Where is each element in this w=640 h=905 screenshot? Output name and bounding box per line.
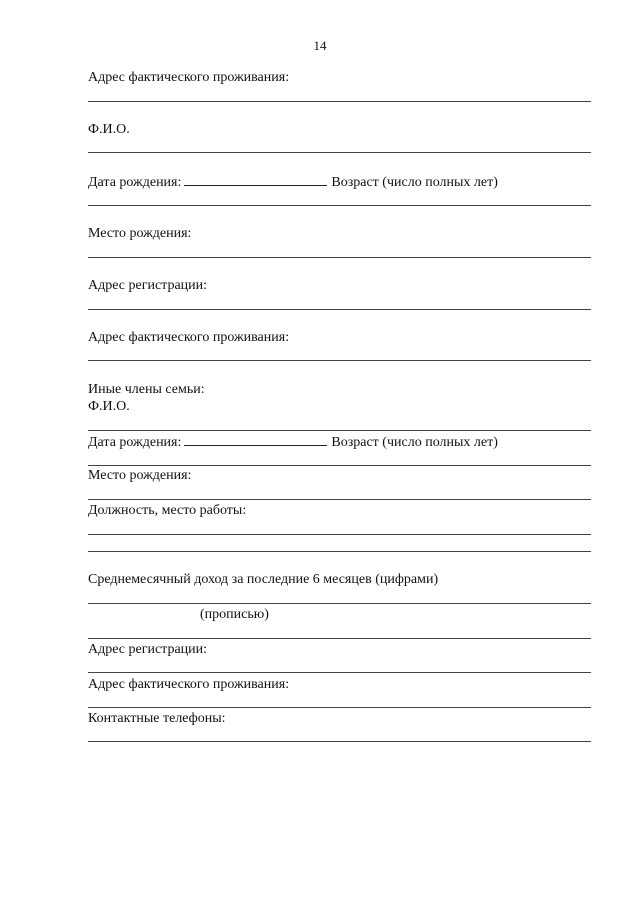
- in-words-label: (прописью): [200, 607, 269, 622]
- birth-date-line[interactable]: [88, 205, 591, 206]
- position-workplace-line-2[interactable]: [88, 551, 591, 552]
- address-actual-line[interactable]: [88, 707, 591, 708]
- fio-label: Ф.И.О.: [88, 122, 130, 137]
- contact-phones-line[interactable]: [88, 741, 591, 742]
- birth-date-line[interactable]: [88, 465, 591, 466]
- avg-income-label: Среднемесячный доход за последние 6 месяцев (цифрами): [88, 572, 439, 587]
- page-number: 14: [313, 38, 327, 53]
- registration-address-line[interactable]: [88, 309, 591, 310]
- registration-address-label: Адрес регистрации:: [88, 642, 208, 657]
- birth-place-label: Место рождения:: [88, 468, 192, 483]
- contact-phones-label: Контактные телефоны:: [88, 711, 226, 726]
- birth-place-label: Место рождения:: [88, 226, 192, 241]
- fio-line[interactable]: [88, 430, 591, 431]
- birth-date-blank[interactable]: [184, 433, 327, 446]
- fio-label: Ф.И.О.: [88, 399, 130, 414]
- age-label: Возраст (число полных лет): [331, 175, 498, 190]
- address-actual-label: Адрес фактического проживания:: [88, 330, 290, 345]
- registration-address-line[interactable]: [88, 672, 591, 673]
- other-family-members-heading: Иные члены семьи:: [88, 382, 205, 397]
- address-actual-line[interactable]: [88, 360, 591, 361]
- fio-line[interactable]: [88, 152, 591, 153]
- address-actual-label: Адрес фактического проживания:: [88, 70, 290, 85]
- age-label: Возраст (число полных лет): [331, 435, 498, 450]
- birth-date-blank[interactable]: [184, 173, 327, 186]
- birth-date-label: Дата рождения:: [88, 435, 182, 450]
- registration-address-label: Адрес регистрации:: [88, 278, 208, 293]
- birth-place-line[interactable]: [88, 499, 591, 500]
- birth-place-line[interactable]: [88, 257, 591, 258]
- address-actual-label: Адрес фактического проживания:: [88, 677, 290, 692]
- birth-date-label: Дата рождения:: [88, 175, 182, 190]
- birth-date-row: [88, 433, 498, 451]
- avg-income-digits-line[interactable]: [88, 603, 591, 604]
- birth-date-row: [88, 173, 498, 191]
- position-workplace-line[interactable]: [88, 534, 591, 535]
- avg-income-words-line[interactable]: [88, 638, 591, 639]
- position-workplace-label: Должность, место работы:: [88, 503, 247, 518]
- address-actual-line[interactable]: [88, 101, 591, 102]
